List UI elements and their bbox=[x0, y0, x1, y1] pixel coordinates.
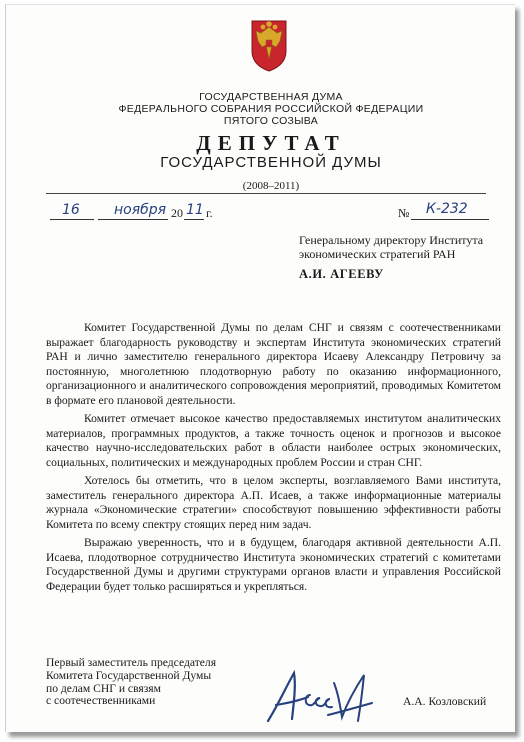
signer-title-line-3: по делам СНГ и связям bbox=[46, 681, 161, 695]
signer-title-block bbox=[46, 657, 226, 708]
date-month-underline bbox=[98, 219, 168, 220]
date-year-suffix: 11 bbox=[186, 202, 204, 218]
handwritten-signature bbox=[264, 665, 374, 727]
body-paragraph-4: Выражаю уверенность, что и в будущем, благодаря активной деятельности А.П. Исаева, плодотворное сотрудничество Института экономических стратегий с комитетами Государственной Думы и другими структурами органов власти и управления Российской Федерации будет только расширяться и укрепляться. bbox=[46, 536, 501, 593]
date-month: ноября bbox=[114, 202, 167, 218]
letterhead-line-3: ПЯТОГО СОЗЫВА bbox=[223, 115, 319, 127]
date-year-prefix: 20 bbox=[171, 206, 183, 220]
letter-body bbox=[46, 321, 501, 598]
letterhead-divider bbox=[46, 193, 486, 194]
addressee-block bbox=[299, 233, 499, 261]
letterhead-title: ДЕПУТАТ bbox=[196, 131, 346, 155]
date-day: 16 bbox=[62, 202, 80, 218]
document-number: К-232 bbox=[426, 201, 468, 217]
number-mark: № bbox=[398, 206, 410, 220]
body-paragraph-2: Комитет отмечает высокое качество предоставляемых институтом аналитических материалов, программных продуктов, а также точность оценок и прогнозов и высокое качество научно-исследовательских работ в области наиболее острых экономических, социальных, политических и международных проблем России и стран СНГ. bbox=[46, 412, 501, 469]
addressee-line-1: Генеральному директору Института bbox=[299, 233, 484, 247]
russian-coat-of-arms-icon bbox=[244, 13, 294, 73]
signer-title-line-4: с соотечественниками bbox=[46, 694, 156, 708]
signer-title-line-1: Первый заместитель председателя bbox=[46, 656, 217, 669]
date-year-mark: г. bbox=[206, 206, 213, 220]
date-year-underline bbox=[184, 219, 204, 220]
signer-title-line-2: Комитета Государственной Думы bbox=[46, 668, 212, 682]
date-day-underline bbox=[50, 219, 94, 220]
letterhead-years: (2008–2011) bbox=[242, 180, 300, 192]
addressee-name: А.И. АГЕЕВУ bbox=[299, 267, 384, 281]
addressee-line-2: экономических стратегий РАН bbox=[299, 247, 456, 261]
signer-name: А.А. Козловский bbox=[403, 695, 487, 708]
body-paragraph-3: Хотелось бы отметить, что в целом эксперты, возглавляемого Вами института, заместитель генерального директора А.П. Исаев, а также информационные материалы журнала «Экономические стратегии» способствуют повышению эффективности работы Комитета по всему спектру стоящих перед ним задач. bbox=[46, 474, 501, 531]
number-underline bbox=[411, 219, 489, 220]
body-paragraph-1: Комитет Государственной Думы по делам СНГ и связям с соотечественниками выражает благодарность руководству и экспертам Института экономических стратегий РАН и лично заместителю генерального директора Исаеву Александру Петровичу за постоянную, многолетнюю плодотворную работу по оказанию информационного, организационного и аналитического сопровождения мероприятий, проводимых Комитетом в формате его плановой деятельности. bbox=[46, 321, 501, 407]
letterhead-subtitle: ГОСУДАРСТВЕННОЙ ДУМЫ bbox=[160, 154, 382, 171]
letterhead-line-1: ГОСУДАРСТВЕННАЯ ДУМА bbox=[199, 91, 343, 103]
letterhead-line-2: ФЕДЕРАЛЬНОГО СОБРАНИЯ РОССИЙСКОЙ ФЕДЕРАЦИИ bbox=[118, 103, 424, 115]
letter-page bbox=[5, 4, 515, 732]
